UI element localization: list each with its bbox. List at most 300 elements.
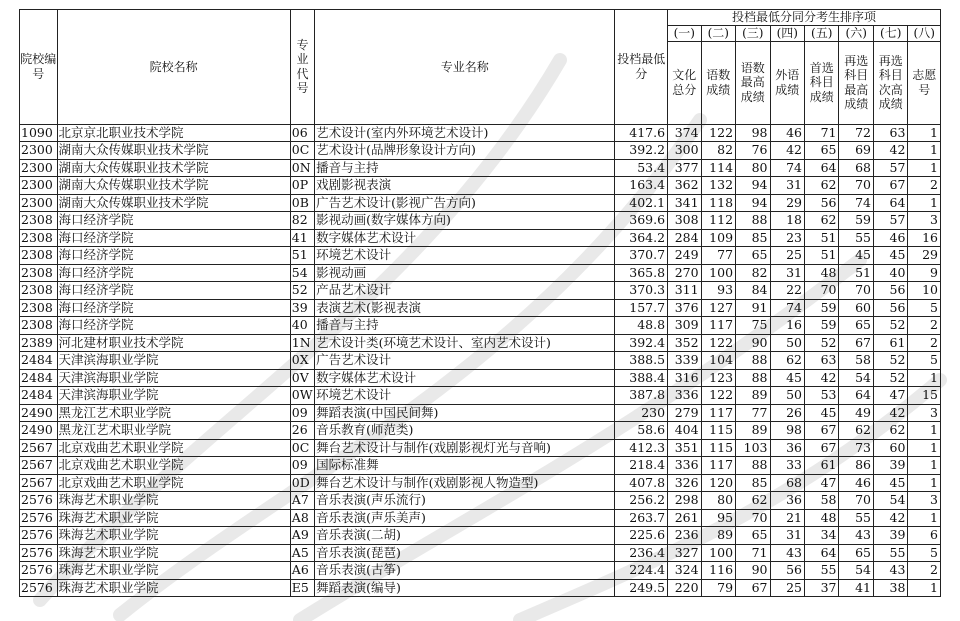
- reselect-max-cell: 54: [839, 562, 873, 580]
- reselect-max-cell: 55: [839, 229, 873, 247]
- chn-math-max-cell: 67: [736, 579, 770, 597]
- reselect-second-cell: 60: [873, 439, 907, 457]
- school-code-cell: 2484: [20, 369, 58, 387]
- major-code-cell: 39: [290, 299, 314, 317]
- preference-no-cell: 10: [908, 282, 941, 300]
- school-name-cell: 海口经济学院: [57, 247, 290, 265]
- chn-math-max-cell: 65: [736, 247, 770, 265]
- chn-math-cell: 82: [701, 142, 735, 160]
- table-row: [20, 544, 941, 562]
- header-sub-label: (五): [805, 25, 839, 41]
- reselect-second-cell: 39: [873, 457, 907, 475]
- table-row: [20, 194, 941, 212]
- foreign-lang-cell: 33: [770, 457, 804, 475]
- preference-no-cell: 16: [908, 229, 941, 247]
- chn-math-cell: 132: [701, 177, 735, 195]
- major-name-cell: 环境艺术设计: [315, 387, 615, 405]
- foreign-lang-cell: 98: [770, 422, 804, 440]
- min-score-cell: 365.8: [615, 264, 668, 282]
- header-school-code: 院校编号: [20, 10, 58, 125]
- school-name-cell: 天津滨海职业学院: [57, 369, 290, 387]
- school-code-cell: 2484: [20, 352, 58, 370]
- major-name-cell: 艺术设计(室内外环境艺术设计): [315, 124, 615, 142]
- chn-math-cell: 112: [701, 212, 735, 230]
- chn-math-max-cell: 90: [736, 334, 770, 352]
- foreign-lang-cell: 74: [770, 299, 804, 317]
- min-score-cell: 249.5: [615, 579, 668, 597]
- total-score-cell: 236: [668, 527, 701, 545]
- school-name-cell: 海口经济学院: [57, 264, 290, 282]
- school-code-cell: 2300: [20, 159, 58, 177]
- school-code-cell: 2484: [20, 387, 58, 405]
- reselect-max-cell: 74: [839, 194, 873, 212]
- min-score-cell: 225.6: [615, 527, 668, 545]
- reselect-second-cell: 63: [873, 124, 907, 142]
- reselect-second-cell: 42: [873, 142, 907, 160]
- reselect-max-cell: 55: [839, 509, 873, 527]
- major-code-cell: A6: [290, 562, 314, 580]
- foreign-lang-cell: 62: [770, 352, 804, 370]
- chn-math-max-cell: 75: [736, 317, 770, 335]
- preference-no-cell: 1: [908, 579, 941, 597]
- table-row: [20, 369, 941, 387]
- major-name-cell: 产品艺术设计: [315, 282, 615, 300]
- chn-math-max-cell: 71: [736, 544, 770, 562]
- table-row: [20, 212, 941, 230]
- header-major-name: 专业名称: [315, 10, 615, 125]
- preference-no-cell: 2: [908, 177, 941, 195]
- preference-no-cell: 2: [908, 317, 941, 335]
- reselect-second-cell: 45: [873, 247, 907, 265]
- chn-math-max-cell: 70: [736, 509, 770, 527]
- foreign-lang-cell: 45: [770, 369, 804, 387]
- major-code-cell: 0X: [290, 352, 314, 370]
- header-sub-label: (四): [770, 25, 804, 41]
- min-score-cell: 224.4: [615, 562, 668, 580]
- reselect-second-cell: 64: [873, 194, 907, 212]
- preference-no-cell: 9: [908, 264, 941, 282]
- school-name-cell: 黑龙江艺术职业学院: [57, 422, 290, 440]
- major-name-cell: 舞台艺术设计与制作(戏剧影视灯光与音响): [315, 439, 615, 457]
- min-score-cell: 369.6: [615, 212, 668, 230]
- school-code-cell: 2308: [20, 282, 58, 300]
- foreign-lang-cell: 74: [770, 159, 804, 177]
- min-score-cell: 263.7: [615, 509, 668, 527]
- major-code-cell: 09: [290, 457, 314, 475]
- school-name-cell: 珠海艺术职业学院: [57, 527, 290, 545]
- major-name-cell: 音乐表演(声乐流行): [315, 492, 615, 510]
- reselect-second-cell: 56: [873, 299, 907, 317]
- major-code-cell: 0V: [290, 369, 314, 387]
- header-sub-label: (三): [736, 25, 770, 41]
- major-name-cell: 戏剧影视表演: [315, 177, 615, 195]
- school-code-cell: 2308: [20, 299, 58, 317]
- reselect-max-cell: 70: [839, 492, 873, 510]
- major-code-cell: 41: [290, 229, 314, 247]
- major-code-cell: A8: [290, 509, 314, 527]
- total-score-cell: 270: [668, 264, 701, 282]
- foreign-lang-cell: 50: [770, 334, 804, 352]
- min-score-cell: 236.4: [615, 544, 668, 562]
- table-row: [20, 352, 941, 370]
- school-name-cell: 天津滨海职业学院: [57, 352, 290, 370]
- chn-math-cell: 77: [701, 247, 735, 265]
- chn-math-max-cell: 91: [736, 299, 770, 317]
- reselect-max-cell: 46: [839, 474, 873, 492]
- reselect-second-cell: 54: [873, 492, 907, 510]
- school-name-cell: 海口经济学院: [57, 317, 290, 335]
- table-row: [20, 299, 941, 317]
- total-score-cell: 339: [668, 352, 701, 370]
- foreign-lang-cell: 56: [770, 562, 804, 580]
- chn-math-cell: 79: [701, 579, 735, 597]
- table-row: [20, 282, 941, 300]
- school-name-cell: 天津滨海职业学院: [57, 387, 290, 405]
- major-name-cell: 音乐教育(师范类): [315, 422, 615, 440]
- reselect-second-cell: 42: [873, 404, 907, 422]
- school-name-cell: 珠海艺术职业学院: [57, 509, 290, 527]
- preference-no-cell: 1: [908, 142, 941, 160]
- reselect-second-cell: 67: [873, 177, 907, 195]
- chn-math-max-cell: 80: [736, 159, 770, 177]
- major-code-cell: 54: [290, 264, 314, 282]
- school-code-cell: 2490: [20, 422, 58, 440]
- min-score-cell: 256.2: [615, 492, 668, 510]
- table-row: [20, 317, 941, 335]
- chn-math-cell: 89: [701, 527, 735, 545]
- table-row: [20, 177, 941, 195]
- first-subject-cell: 52: [805, 334, 839, 352]
- chn-math-cell: 115: [701, 439, 735, 457]
- preference-no-cell: 29: [908, 247, 941, 265]
- first-subject-cell: 70: [805, 282, 839, 300]
- preference-no-cell: 1: [908, 369, 941, 387]
- chn-math-cell: 95: [701, 509, 735, 527]
- major-code-cell: 06: [290, 124, 314, 142]
- preference-no-cell: 3: [908, 492, 941, 510]
- school-name-cell: 黑龙江艺术职业学院: [57, 404, 290, 422]
- major-code-cell: 0C: [290, 142, 314, 160]
- chn-math-max-cell: 89: [736, 387, 770, 405]
- reselect-max-cell: 65: [839, 317, 873, 335]
- total-score-cell: 352: [668, 334, 701, 352]
- major-code-cell: 26: [290, 422, 314, 440]
- major-name-cell: 舞蹈表演(编导): [315, 579, 615, 597]
- chn-math-max-cell: 94: [736, 177, 770, 195]
- major-code-cell: E5: [290, 579, 314, 597]
- reselect-max-cell: 72: [839, 124, 873, 142]
- first-subject-cell: 61: [805, 457, 839, 475]
- major-code-cell: 09: [290, 404, 314, 422]
- first-subject-cell: 34: [805, 527, 839, 545]
- total-score-cell: 336: [668, 457, 701, 475]
- chn-math-max-cell: 98: [736, 124, 770, 142]
- chn-math-max-cell: 76: [736, 142, 770, 160]
- reselect-second-cell: 61: [873, 334, 907, 352]
- min-score-cell: 364.2: [615, 229, 668, 247]
- min-score-cell: 230: [615, 404, 668, 422]
- major-code-cell: 0N: [290, 159, 314, 177]
- reselect-second-cell: 46: [873, 229, 907, 247]
- header-sub-name: 文化总分: [668, 41, 701, 124]
- major-code-cell: 51: [290, 247, 314, 265]
- major-name-cell: 音乐表演(二胡): [315, 527, 615, 545]
- min-score-cell: 157.7: [615, 299, 668, 317]
- reselect-max-cell: 65: [839, 544, 873, 562]
- header-sub-label: (八): [908, 25, 941, 41]
- reselect-second-cell: 38: [873, 579, 907, 597]
- reselect-max-cell: 54: [839, 369, 873, 387]
- preference-no-cell: 1: [908, 422, 941, 440]
- reselect-second-cell: 52: [873, 369, 907, 387]
- foreign-lang-cell: 25: [770, 579, 804, 597]
- reselect-second-cell: 47: [873, 387, 907, 405]
- table-row: [20, 457, 941, 475]
- min-score-cell: 407.8: [615, 474, 668, 492]
- min-score-cell: 58.6: [615, 422, 668, 440]
- chn-math-cell: 127: [701, 299, 735, 317]
- reselect-second-cell: 52: [873, 352, 907, 370]
- major-name-cell: 音乐表演(古筝): [315, 562, 615, 580]
- min-score-cell: 53.4: [615, 159, 668, 177]
- school-code-cell: 2308: [20, 229, 58, 247]
- table-row: [20, 387, 941, 405]
- table-row: [20, 492, 941, 510]
- foreign-lang-cell: 18: [770, 212, 804, 230]
- foreign-lang-cell: 31: [770, 264, 804, 282]
- first-subject-cell: 62: [805, 177, 839, 195]
- total-score-cell: 279: [668, 404, 701, 422]
- reselect-max-cell: 86: [839, 457, 873, 475]
- admission-table-container: [19, 9, 941, 597]
- school-code-cell: 2576: [20, 492, 58, 510]
- preference-no-cell: 3: [908, 404, 941, 422]
- chn-math-cell: 122: [701, 124, 735, 142]
- school-name-cell: 湖南大众传媒职业技术学院: [57, 177, 290, 195]
- major-code-cell: 0D: [290, 474, 314, 492]
- header-sub-label: (六): [839, 25, 873, 41]
- reselect-second-cell: 43: [873, 562, 907, 580]
- preference-no-cell: 1: [908, 457, 941, 475]
- school-name-cell: 海口经济学院: [57, 229, 290, 247]
- preference-no-cell: 1: [908, 159, 941, 177]
- foreign-lang-cell: 36: [770, 492, 804, 510]
- table-row: [20, 474, 941, 492]
- table-row: [20, 579, 941, 597]
- min-score-cell: 370.3: [615, 282, 668, 300]
- reselect-second-cell: 40: [873, 264, 907, 282]
- chn-math-cell: 120: [701, 474, 735, 492]
- reselect-second-cell: 57: [873, 159, 907, 177]
- major-code-cell: A9: [290, 527, 314, 545]
- first-subject-cell: 63: [805, 352, 839, 370]
- foreign-lang-cell: 23: [770, 229, 804, 247]
- chn-math-max-cell: 84: [736, 282, 770, 300]
- header-sub-name: 再选科目次高成绩: [873, 41, 907, 124]
- major-code-cell: A5: [290, 544, 314, 562]
- chn-math-cell: 118: [701, 194, 735, 212]
- first-subject-cell: 71: [805, 124, 839, 142]
- min-score-cell: 48.8: [615, 317, 668, 335]
- preference-no-cell: 2: [908, 334, 941, 352]
- chn-math-cell: 109: [701, 229, 735, 247]
- chn-math-cell: 116: [701, 562, 735, 580]
- table-row: [20, 562, 941, 580]
- school-name-cell: 海口经济学院: [57, 212, 290, 230]
- reselect-second-cell: 55: [873, 544, 907, 562]
- school-name-cell: 河北建材职业技术学院: [57, 334, 290, 352]
- reselect-second-cell: 57: [873, 212, 907, 230]
- school-code-cell: 2300: [20, 142, 58, 160]
- reselect-max-cell: 58: [839, 352, 873, 370]
- table-row: [20, 404, 941, 422]
- school-code-cell: 2576: [20, 509, 58, 527]
- foreign-lang-cell: 25: [770, 247, 804, 265]
- school-name-cell: 湖南大众传媒职业技术学院: [57, 194, 290, 212]
- chn-math-max-cell: 88: [736, 369, 770, 387]
- preference-no-cell: 1: [908, 194, 941, 212]
- first-subject-cell: 37: [805, 579, 839, 597]
- first-subject-cell: 64: [805, 159, 839, 177]
- total-score-cell: 249: [668, 247, 701, 265]
- total-score-cell: 376: [668, 299, 701, 317]
- total-score-cell: 362: [668, 177, 701, 195]
- reselect-second-cell: 45: [873, 474, 907, 492]
- school-code-cell: 2490: [20, 404, 58, 422]
- preference-no-cell: 5: [908, 299, 941, 317]
- header-sub-name: 语数成绩: [701, 41, 735, 124]
- chn-math-cell: 123: [701, 369, 735, 387]
- chn-math-cell: 100: [701, 264, 735, 282]
- total-score-cell: 374: [668, 124, 701, 142]
- reselect-max-cell: 41: [839, 579, 873, 597]
- table-row: [20, 159, 941, 177]
- preference-no-cell: 1: [908, 439, 941, 457]
- min-score-cell: 417.6: [615, 124, 668, 142]
- reselect-max-cell: 70: [839, 282, 873, 300]
- min-score-cell: 388.5: [615, 352, 668, 370]
- total-score-cell: 324: [668, 562, 701, 580]
- first-subject-cell: 59: [805, 299, 839, 317]
- preference-no-cell: 3: [908, 212, 941, 230]
- table-row: [20, 509, 941, 527]
- first-subject-cell: 67: [805, 422, 839, 440]
- first-subject-cell: 59: [805, 317, 839, 335]
- table-row: [20, 422, 941, 440]
- total-score-cell: 220: [668, 579, 701, 597]
- chn-math-max-cell: 85: [736, 229, 770, 247]
- first-subject-cell: 56: [805, 194, 839, 212]
- reselect-max-cell: 60: [839, 299, 873, 317]
- school-code-cell: 2576: [20, 544, 58, 562]
- min-score-cell: 412.3: [615, 439, 668, 457]
- first-subject-cell: 47: [805, 474, 839, 492]
- total-score-cell: 316: [668, 369, 701, 387]
- school-name-cell: 湖南大众传媒职业技术学院: [57, 142, 290, 160]
- reselect-max-cell: 49: [839, 404, 873, 422]
- header-major-code: 专业代号: [290, 10, 314, 125]
- first-subject-cell: 51: [805, 247, 839, 265]
- total-score-cell: 336: [668, 387, 701, 405]
- preference-no-cell: 5: [908, 352, 941, 370]
- min-score-cell: 388.4: [615, 369, 668, 387]
- major-code-cell: A7: [290, 492, 314, 510]
- total-score-cell: 300: [668, 142, 701, 160]
- school-code-cell: 2567: [20, 439, 58, 457]
- table-row: [20, 264, 941, 282]
- chn-math-cell: 93: [701, 282, 735, 300]
- major-code-cell: 40: [290, 317, 314, 335]
- preference-no-cell: 1: [908, 509, 941, 527]
- major-name-cell: 国际标准舞: [315, 457, 615, 475]
- first-subject-cell: 48: [805, 264, 839, 282]
- school-code-cell: 2308: [20, 247, 58, 265]
- major-name-cell: 影视动画(数字媒体方向): [315, 212, 615, 230]
- chn-math-max-cell: 94: [736, 194, 770, 212]
- first-subject-cell: 45: [805, 404, 839, 422]
- foreign-lang-cell: 42: [770, 142, 804, 160]
- reselect-max-cell: 68: [839, 159, 873, 177]
- school-name-cell: 北京戏曲艺术职业学院: [57, 457, 290, 475]
- reselect-second-cell: 39: [873, 527, 907, 545]
- school-code-cell: 2389: [20, 334, 58, 352]
- school-name-cell: 北京戏曲艺术职业学院: [57, 474, 290, 492]
- reselect-max-cell: 43: [839, 527, 873, 545]
- major-code-cell: 0W: [290, 387, 314, 405]
- chn-math-cell: 117: [701, 317, 735, 335]
- first-subject-cell: 53: [805, 387, 839, 405]
- header-sub-name: 语数最高成绩: [736, 41, 770, 124]
- school-code-cell: 2576: [20, 579, 58, 597]
- total-score-cell: 261: [668, 509, 701, 527]
- reselect-second-cell: 42: [873, 509, 907, 527]
- reselect-second-cell: 56: [873, 282, 907, 300]
- first-subject-cell: 67: [805, 439, 839, 457]
- school-name-cell: 海口经济学院: [57, 299, 290, 317]
- chn-math-max-cell: 88: [736, 212, 770, 230]
- header-sub-label: (一): [668, 25, 701, 41]
- min-score-cell: 387.8: [615, 387, 668, 405]
- table-row: [20, 334, 941, 352]
- total-score-cell: 351: [668, 439, 701, 457]
- total-score-cell: 404: [668, 422, 701, 440]
- major-name-cell: 环境艺术设计: [315, 247, 615, 265]
- school-code-cell: 2308: [20, 317, 58, 335]
- foreign-lang-cell: 16: [770, 317, 804, 335]
- major-name-cell: 舞台艺术设计与制作(戏剧影视人物造型): [315, 474, 615, 492]
- foreign-lang-cell: 50: [770, 387, 804, 405]
- school-name-cell: 北京戏曲艺术职业学院: [57, 439, 290, 457]
- chn-math-max-cell: 89: [736, 422, 770, 440]
- chn-math-max-cell: 82: [736, 264, 770, 282]
- chn-math-max-cell: 85: [736, 474, 770, 492]
- table-row: [20, 142, 941, 160]
- chn-math-cell: 100: [701, 544, 735, 562]
- major-name-cell: 艺术设计类(环境艺术设计、室内艺术设计): [315, 334, 615, 352]
- chn-math-cell: 117: [701, 404, 735, 422]
- school-code-cell: 2300: [20, 177, 58, 195]
- foreign-lang-cell: 31: [770, 177, 804, 195]
- total-score-cell: 284: [668, 229, 701, 247]
- total-score-cell: 309: [668, 317, 701, 335]
- chn-math-max-cell: 77: [736, 404, 770, 422]
- chn-math-max-cell: 65: [736, 527, 770, 545]
- preference-no-cell: 5: [908, 544, 941, 562]
- major-name-cell: 表演艺术(影视表演: [315, 299, 615, 317]
- chn-math-max-cell: 103: [736, 439, 770, 457]
- school-name-cell: 北京京北职业技术学院: [57, 124, 290, 142]
- major-name-cell: 舞蹈表演(中国民间舞): [315, 404, 615, 422]
